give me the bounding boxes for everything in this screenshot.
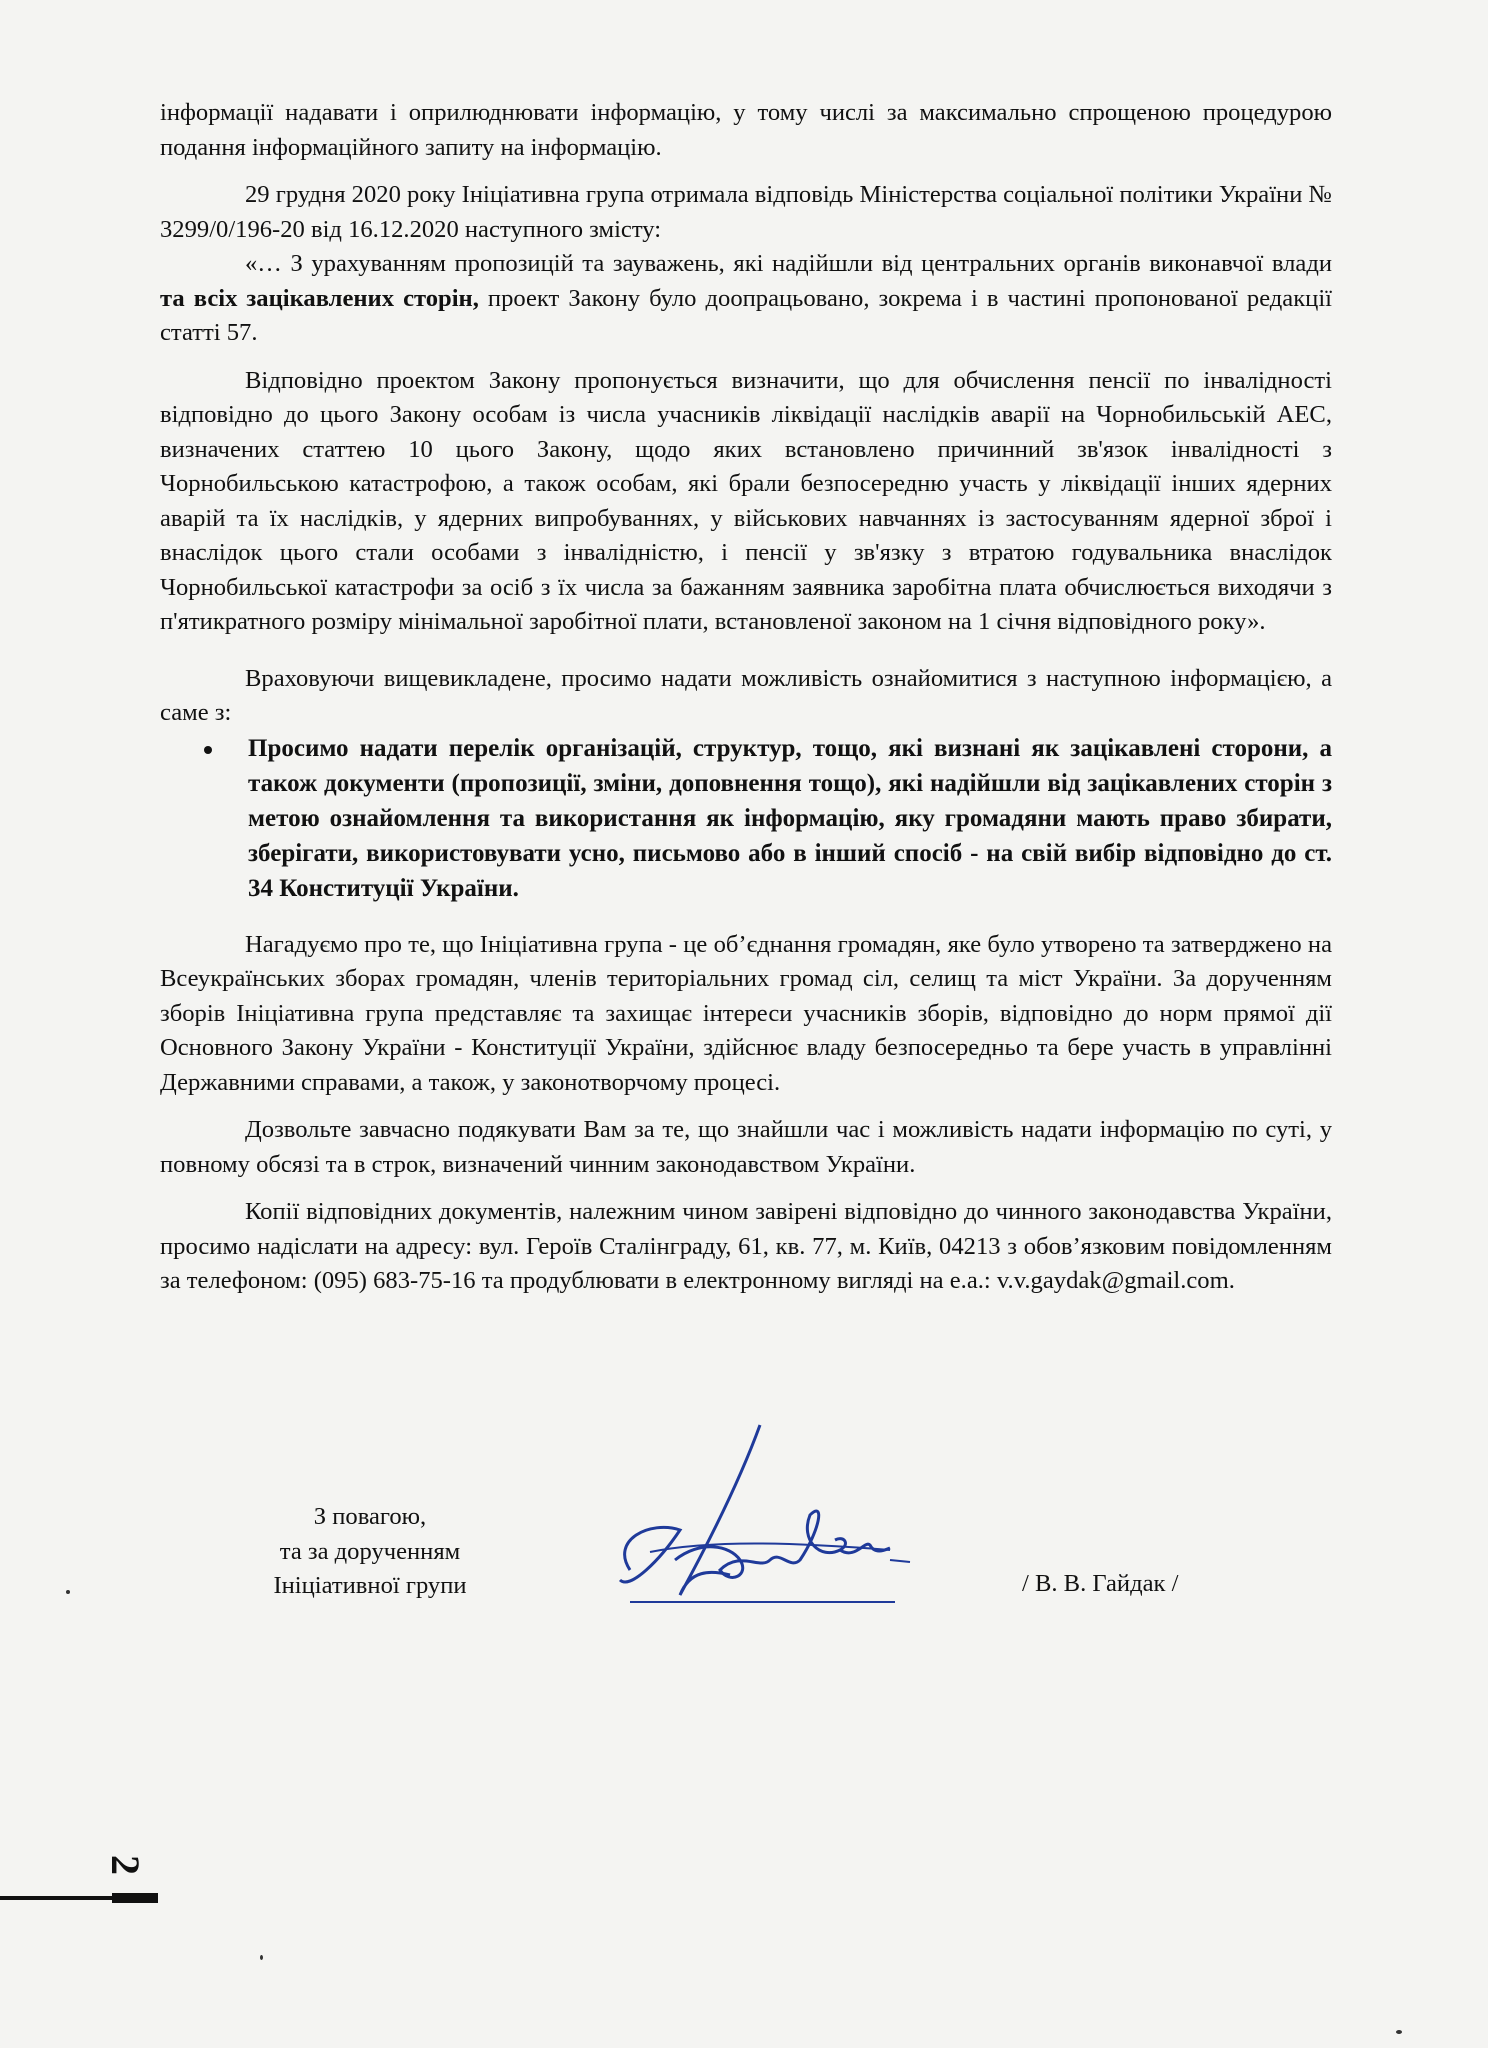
signatory-name: / В. В. Гайдак / (1022, 1570, 1179, 1597)
paragraph-quote (160, 247, 1332, 351)
closing-line-3: Ініціативної групи (273, 1572, 467, 1599)
page-number-rule-mark (112, 1893, 158, 1903)
paragraph-copies: Копії відповідних документів, належним чином завірені відповідно до чинного законодавства України, просимо надіслати на адресу: вул. Героїв Сталінграду, 61, кв. 77, м. Київ, 04213 з обов’язковим повідомленням за телефоном: (095) 683-75-16 та продублювати в електронному вигляді на е.а.: v.v.gaydak@gmail.com. (160, 1198, 1332, 1294)
scan-speck (1396, 2030, 1402, 2034)
scan-speck (66, 1590, 70, 1594)
quote-part-2: проект Закону було доопрацьовано, зокрема і в частині пропонованої редакції статті 57. (160, 284, 1332, 346)
letter-body (160, 96, 1332, 1299)
page-number-rule (0, 1896, 158, 1900)
request-text: Просимо надати перелік організацій, структур, тощо, які визнані як зацікавлені сторони, а також документи (пропозиції, зміни, доповнення тощо), які надійшли від зацікавлених сторін з метою ознайомлення та використання як інформацію, яку громадяни мають право збирати, зберігати, використовувати усно, письмово або в інший спосіб - на свій вибір відповідно до ст. 34 Конституції України. (248, 734, 1332, 902)
closing-line-2: та за дорученням (279, 1537, 461, 1565)
paragraph-continuation: інформації надавати і оприлюднювати інформацію, у тому числі за максимально спрощеною процедурою подання інформаційного запиту на інформацію. (160, 99, 1332, 161)
paragraph-ministry-reply: 29 грудня 2020 року Ініціативна група отримала відповідь Міністерства соціальної політики України № 3299/0/196-20 від 16.12.2020 наступного змісту: (160, 181, 1332, 243)
scan-speck (260, 1955, 263, 1960)
bullet-icon (204, 746, 212, 754)
paragraph-law-draft: Відповідно проектом Закону пропонується визначити, що для обчислення пенсії по інвалідності відповідно до цього Закону особам із числа учасників ліквідації наслідків аварії на Чорнобильській АЕС, визначених статтею 10 цього Закону, щодо яких встановлено причинний зв'язок інвалідності з Чорнобильською катастрофою, а також особам, які брали безпосередню участь у ліквідації інших ядерних аварій та їх наслідків, у ядерних випробуваннях, у військових навчаннях із застосуванням ядерної зброї і внаслідок цього стали особами з інвалідністю, і пенсії у зв'язку з втратою годувальника внаслідок Чорнобильської катастрофи за осіб з їх числа за бажанням заявника заробітна плата обчислюється виходячи з п'ятикратного розміру мінімальної заробітної плати, встановленої законом на 1 січня відповідного року». (160, 366, 1332, 635)
page-number (95, 1845, 155, 1885)
quote-bold-part: та всіх зацікавлених сторін, (160, 284, 479, 312)
quote-part-1: «… З урахуванням пропозицій та зауважень, які надійшли від центральних органів виконавчої влади (245, 250, 1332, 277)
page-number-text: 2 (103, 1855, 148, 1875)
list-item (160, 731, 1332, 906)
paragraph-request-intro: Враховуючи вищевикладене, просимо надати можливість ознайомитися з наступною інформацією, а саме з: (160, 664, 1332, 726)
closing-line-1: З повагою, (313, 1503, 427, 1530)
request-list (160, 731, 1332, 906)
paragraph-thanks: Дозвольте завчасно подякувати Вам за те, що знайшли час і можливість надати інформацію по суті, у повному обсязі та в строк, визначений чинним законодавством України. (160, 1116, 1332, 1178)
paragraph-reminder: Нагадуємо про те, що Ініціативна група - це об’єднання громадян, яке було утворено та затверджено на Всеукраїнських зборах громадян, членів територіальних громад сіл, селищ та міст України. За дорученням зборів Ініціативна група представляє та захищає інтереси учасників зборів, відповідно до норм прямої дії Основного Закону України - Конституції України, здійснює владу безпосередньо та бере участь в управлінні Державними справами, а також, у законотворчому процесі. (160, 930, 1332, 1096)
signature-image (590, 1420, 930, 1620)
closing-block (230, 1500, 510, 1604)
